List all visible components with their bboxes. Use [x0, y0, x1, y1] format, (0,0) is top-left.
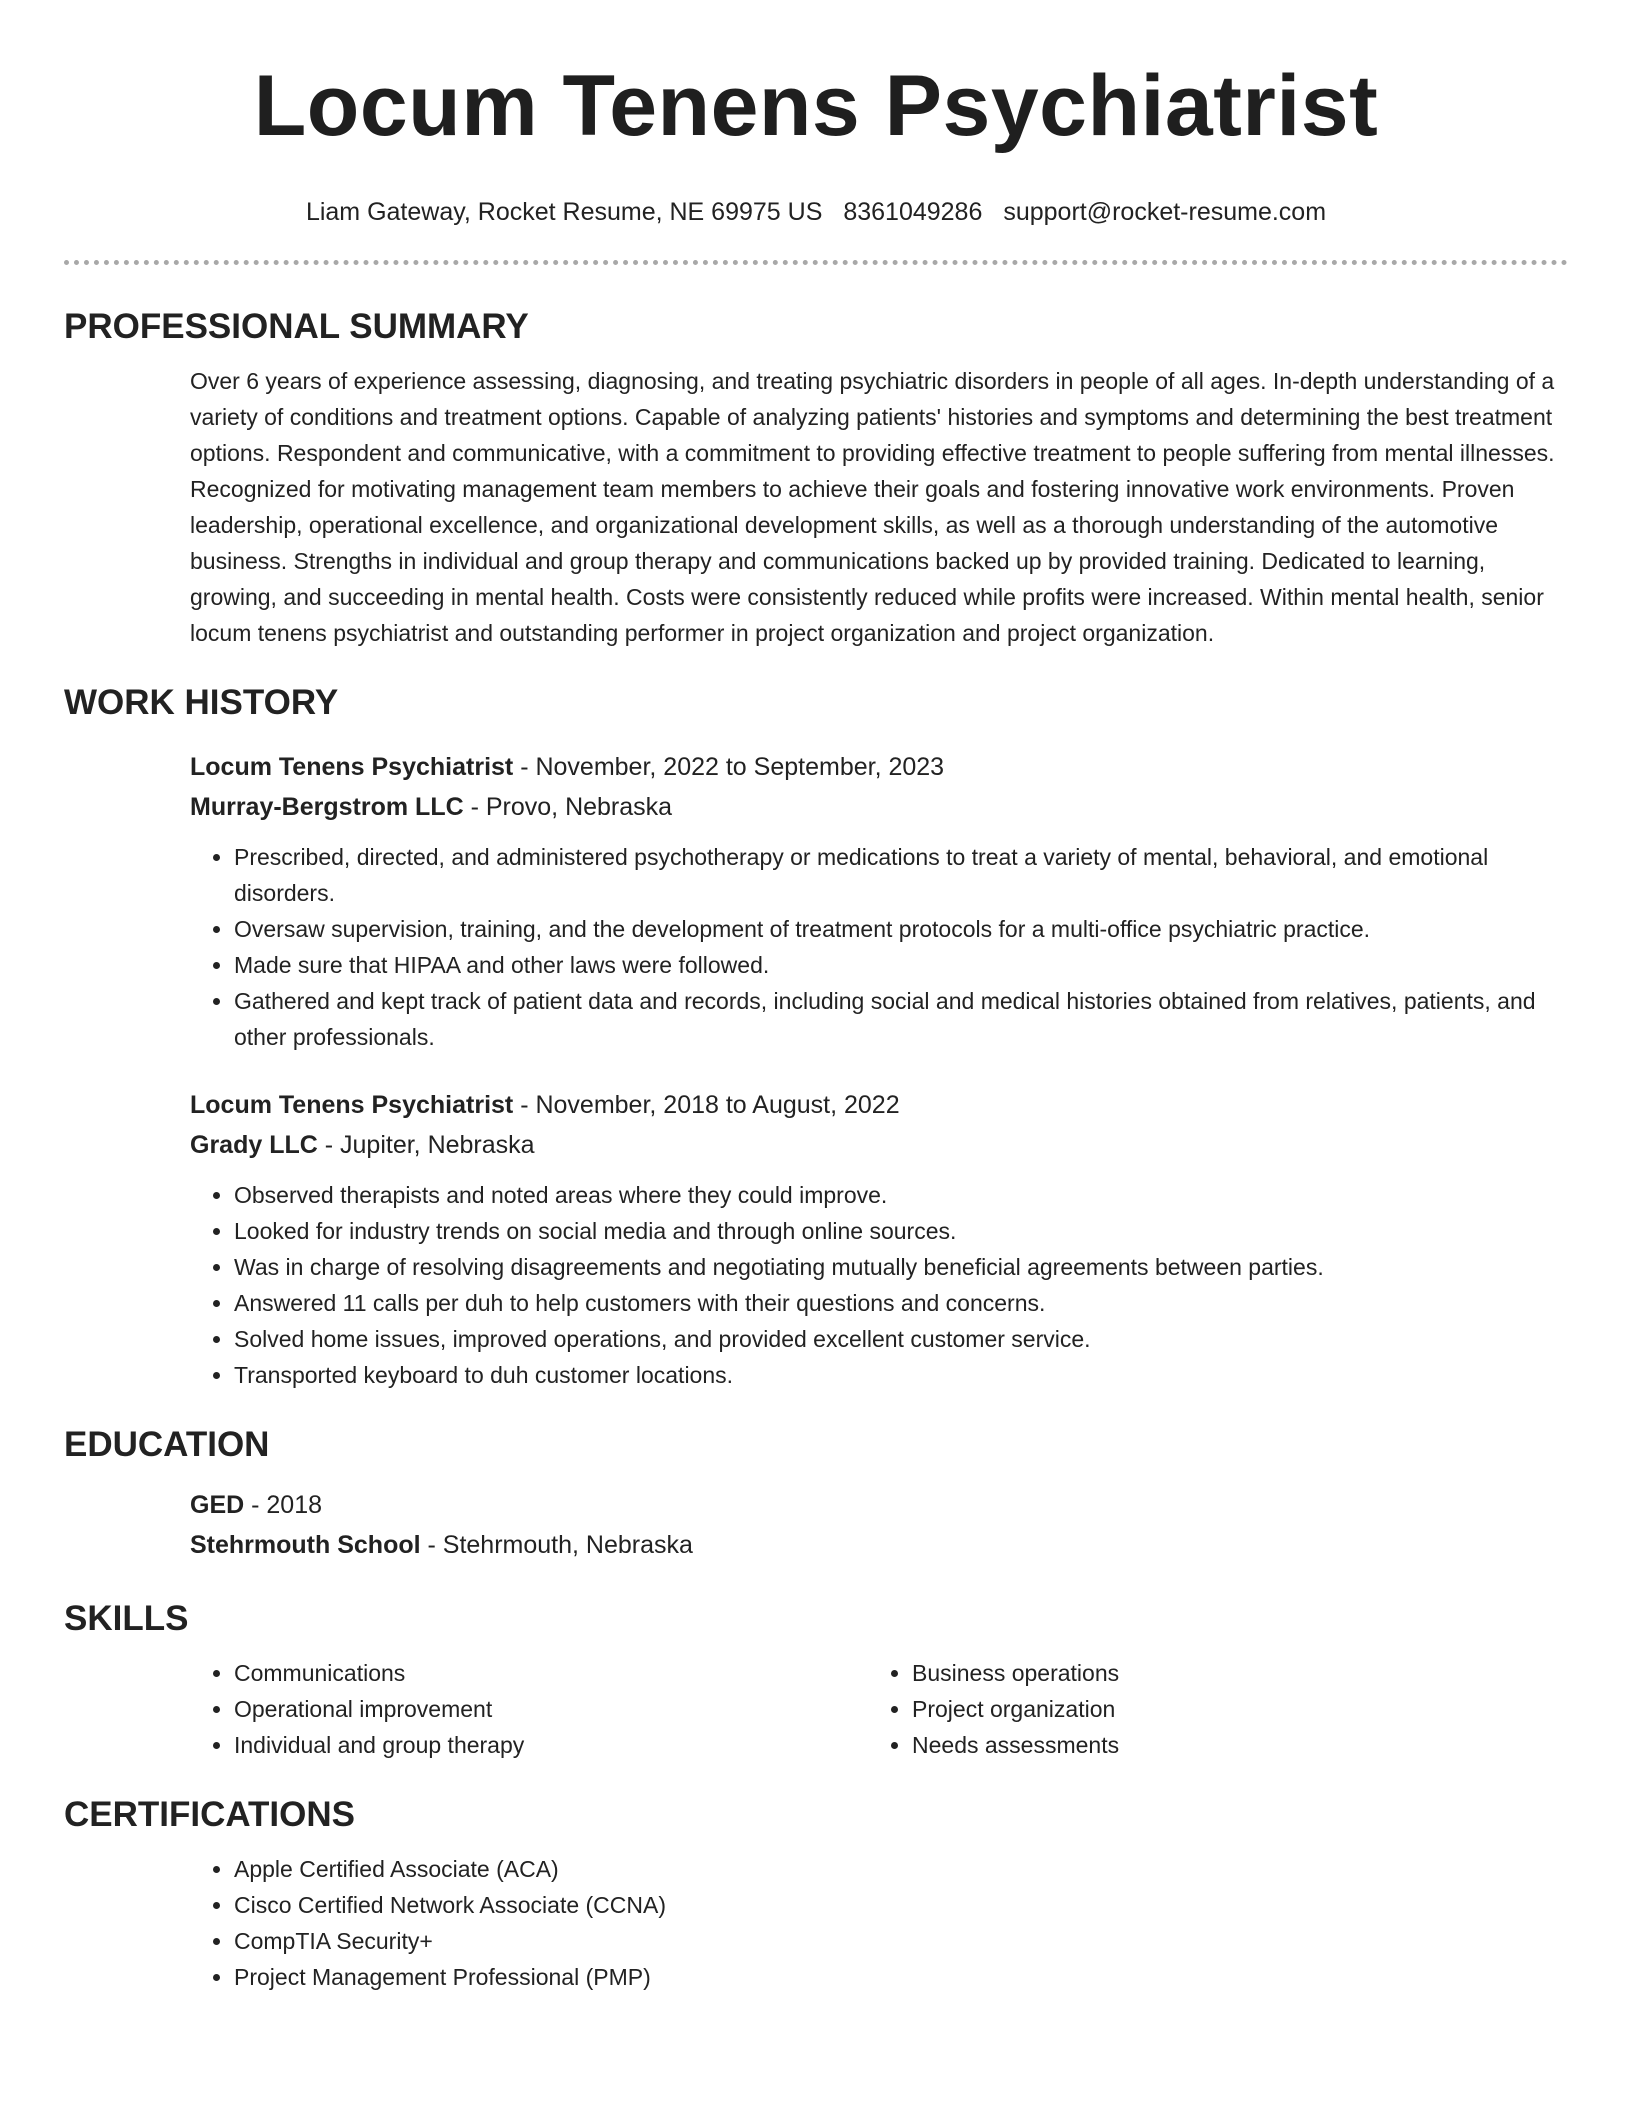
- list-item: • Transported keyboard to duh customer locations.: [234, 1357, 1568, 1393]
- summary-section: [64, 305, 1568, 651]
- list-item: • Made sure that HIPAA and other laws were followed.: [234, 947, 1568, 983]
- skills-section: [64, 1597, 1568, 1763]
- job-role: Locum Tenens Psychiatrist: [190, 753, 514, 781]
- education-heading: EDUCATION: [64, 1425, 270, 1464]
- candidate-title: Locum Tenens Psychiatrist: [253, 58, 1379, 154]
- skills-list-right: [868, 1655, 1468, 1763]
- education-section: [64, 1423, 1568, 1565]
- list-item: • Oversaw supervision, training, and the development of treatment protocols for a multi-office psychiatric practice.: [234, 911, 1568, 947]
- list-item: • Communications: [234, 1655, 868, 1691]
- skills-list-left: [190, 1655, 868, 1763]
- contact-phone: 8361049286: [843, 198, 983, 226]
- summary-text: Over 6 years of experience assessing, diagnosing, and treating psychiatric disorders in people of all ages. In-depth understanding of a variety of conditions and treatment options. Capable of analyzing patients' histories and symptoms and determining the best treatment options. Respondent and communicative, with a commitment to providing effective treatment to people suffering from mental illnesses. Recognized for motivating management team members to achieve their goals and fostering innovative work environments. Proven leadership, operational excellence, and organizational development skills, as well as a thorough understanding of the automotive business. Strengths in individual and group therapy and communications backed up by provided training. Dedicated to learning, growing, and succeeding in mental health. Costs were consistently reduced while profits were increased. Within mental health, senior locum tenens psychiatrist and outstanding performer in project organization and project organization.: [190, 368, 1555, 646]
- education-location: - Stehrmouth, Nebraska: [420, 1531, 693, 1559]
- job-location: - Jupiter, Nebraska: [317, 1131, 535, 1159]
- list-item: • CompTIA Security+: [234, 1923, 1568, 1959]
- list-item: • Solved home issues, improved operations, and provided excellent customer service.: [234, 1321, 1568, 1357]
- education-degree: GED: [190, 1491, 245, 1519]
- list-item: • Was in charge of resolving disagreements and negotiating mutually beneficial agreements between parties.: [234, 1249, 1568, 1285]
- work-section: [64, 681, 1568, 1393]
- list-item: • Looked for industry trends on social media and through online sources.: [234, 1213, 1568, 1249]
- list-item: • Individual and group therapy: [234, 1727, 868, 1763]
- summary-heading: PROFESSIONAL SUMMARY: [64, 307, 529, 346]
- list-item: • Needs assessments: [912, 1727, 1468, 1763]
- job-entry: [190, 747, 1568, 1055]
- education-degree-line: [190, 1485, 1568, 1525]
- job-company-line: [190, 787, 1568, 827]
- certifications-list: [190, 1851, 1568, 1995]
- job-title-line: [190, 747, 1568, 787]
- job-company: Murray-Bergstrom LLC: [190, 793, 464, 821]
- skills-heading: SKILLS: [64, 1599, 189, 1638]
- certifications-heading: CERTIFICATIONS: [64, 1795, 356, 1834]
- list-item: • Gathered and kept track of patient data and records, including social and medical histories obtained from relatives, patients, and other professionals.: [234, 983, 1568, 1055]
- job-title-line: [190, 1085, 1568, 1125]
- list-item: • Operational improvement: [234, 1691, 868, 1727]
- contact-address: Liam Gateway, Rocket Resume, NE 69975 US: [305, 198, 823, 226]
- certifications-section: [64, 1793, 1568, 1995]
- job-company-line: [190, 1125, 1568, 1165]
- job-company: Grady LLC: [190, 1131, 318, 1159]
- list-item: • Answered 11 calls per duh to help customers with their questions and concerns.: [234, 1285, 1568, 1321]
- list-item: • Project Management Professional (PMP): [234, 1959, 1568, 1995]
- list-item: • Cisco Certified Network Associate (CCNA): [234, 1887, 1568, 1923]
- education-school-line: [190, 1525, 1568, 1565]
- contact-email: support@rocket-resume.com: [1003, 198, 1327, 226]
- job-bullets: [190, 1177, 1568, 1393]
- resume-header: [64, 0, 1568, 228]
- job-role: Locum Tenens Psychiatrist: [190, 1091, 514, 1119]
- education-school: Stehrmouth School: [190, 1531, 421, 1559]
- header-divider: [64, 260, 1568, 265]
- list-item: • Observed therapists and noted areas where they could improve.: [234, 1177, 1568, 1213]
- list-item: • Project organization: [912, 1691, 1468, 1727]
- contact-line: [64, 196, 1568, 228]
- list-item: • Apple Certified Associate (ACA): [234, 1851, 1568, 1887]
- job-location: - Provo, Nebraska: [463, 793, 673, 821]
- education-year: - 2018: [244, 1491, 323, 1519]
- job-bullets: [190, 839, 1568, 1055]
- job-dates: - November, 2022 to September, 2023: [513, 753, 945, 781]
- job-entry: [190, 1085, 1568, 1393]
- work-heading: WORK HISTORY: [64, 683, 339, 722]
- list-item: • Prescribed, directed, and administered psychotherapy or medications to treat a variety of mental, behavioral, and emotional disorders.: [234, 839, 1568, 911]
- list-item: • Business operations: [912, 1655, 1468, 1691]
- job-dates: - November, 2018 to August, 2022: [513, 1091, 900, 1119]
